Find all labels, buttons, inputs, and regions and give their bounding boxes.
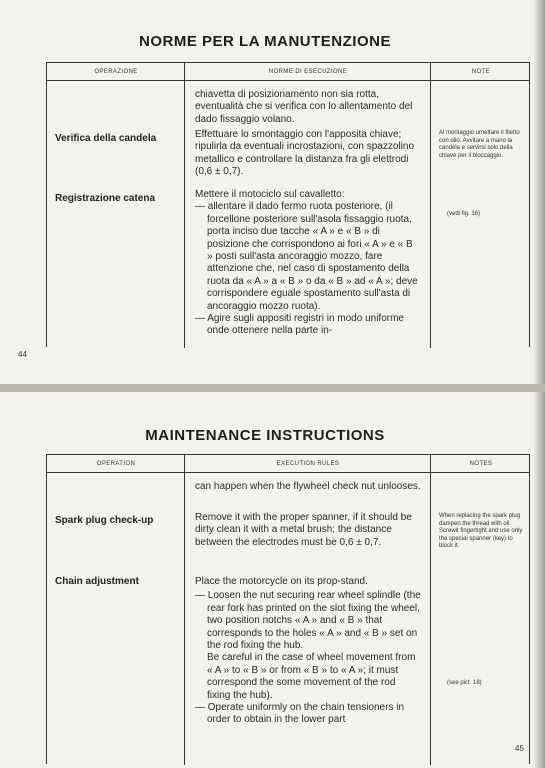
operation-chain: Registrazione catena (55, 193, 156, 204)
page-45-english (0, 392, 545, 768)
operation-chain: Chain adjustment (55, 576, 139, 587)
page-title: MAINTENANCE INSTRUCTIONS (145, 427, 385, 444)
exec-dash-item: — Agire sugli appositi registri in modo uniforme onde ottenere nella parte in- (195, 313, 404, 337)
exec-continuation: chiavetta di posizionamento non sia rotta, eventualità che si verifica con lo allentamento del dado fissaggio volano. (195, 89, 413, 125)
page-gap (0, 384, 545, 392)
column-divider (430, 63, 431, 348)
header-execution: EXECUTION RULES (276, 461, 340, 467)
table-header-row (47, 63, 529, 81)
maintenance-table (46, 62, 530, 347)
exec-dash-item: — Operate uniformly on the chain tensioners in order to obtain in the lower part (195, 702, 404, 726)
exec-text: Place the motorcycle on its prop-stand. (195, 576, 368, 587)
page-title: NORME PER LA MANUTENZIONE (139, 33, 391, 50)
operation-spark-plug: Spark plug check-up (55, 515, 154, 526)
exec-chain (195, 576, 421, 727)
execution-column (195, 481, 421, 493)
note-spark-plug: Al montaggio umettare il filetto con olio. Avvitare a mano la candela e servirsi solo della chiave per il bloccaggio. (439, 130, 520, 159)
header-notes: NOTE (471, 69, 491, 75)
exec-spark-plug (195, 512, 421, 549)
header-operation: OPERATION (96, 461, 136, 467)
note-chain: (vedi fig. 16) (447, 211, 481, 217)
column-divider (430, 455, 431, 765)
page-spine-shadow (533, 392, 545, 768)
exec-text: Remove it with the proper spanner, if it should be dirty clean it with a metal brush; the distance between the electrodes must be 0,6 ± 0,7. (195, 512, 412, 548)
note-chain: (see pict. 18) (447, 680, 482, 686)
exec-text: Mettere il motociclo sul cavalletto: (195, 189, 345, 200)
exec-dash-item: — allentare il dado fermo ruota posteriore, (il forcellone posteriore sull'asola fissaggio ruota, porta inciso due tacche « A » e « B » di posizione che corrispondono ai fori « A » e « B » posti sull'asta ancoraggio mozzo, fare attenzione che, nel caso di spostamento della ruota da « A » a « B » o da « B » ad « A »; deve corrispondere eguale spostamento sull'asta di ancoraggio mozzo ruota). (195, 201, 418, 312)
exec-spark-plug (195, 129, 421, 179)
header-operation: OPERAZIONE (94, 69, 138, 75)
execution-column (195, 89, 421, 126)
note-spark-plug: When replacing the spark plug dampen the thread with oil. Screwit fingertight and use only the special spanner (key) to block it. (439, 513, 523, 549)
page-number: 45 (515, 744, 524, 753)
column-divider (184, 455, 185, 765)
table-header-row (47, 455, 529, 473)
page-spine-shadow (533, 0, 545, 384)
exec-chain (195, 189, 421, 338)
header-execution: NORME DI ESECUZIONE (268, 69, 348, 75)
operation-spark-plug: Verifica della candela (55, 133, 157, 144)
page-number: 44 (18, 350, 27, 359)
exec-dash-item: — Loosen the nut securing rear wheel splindle (the rear fork has printed on the slot fixing the wheel, two position notchs « A » and « B » that corresponds to the holes « A » and « B » set on the rod fixing the hub. (195, 590, 421, 652)
exec-text: Effettuare lo smontaggio con l'apposita chiave; ripulirla da eventuali incrostazioni, con spazzolino metallico e controllare la distanza fra gli elettrodi (0,6 ± 0,7). (195, 129, 415, 178)
exec-text: Be careful in the case of wheel movement from « A » to « B » or from « B » to « A »; it must correspond the some movement of the rod fixing the hub). (207, 652, 416, 701)
header-notes: NOTES (469, 461, 493, 467)
maintenance-table (46, 454, 530, 764)
exec-continuation: can happen when the flywheel check nut unlooses. (195, 481, 421, 492)
column-divider (184, 63, 185, 348)
